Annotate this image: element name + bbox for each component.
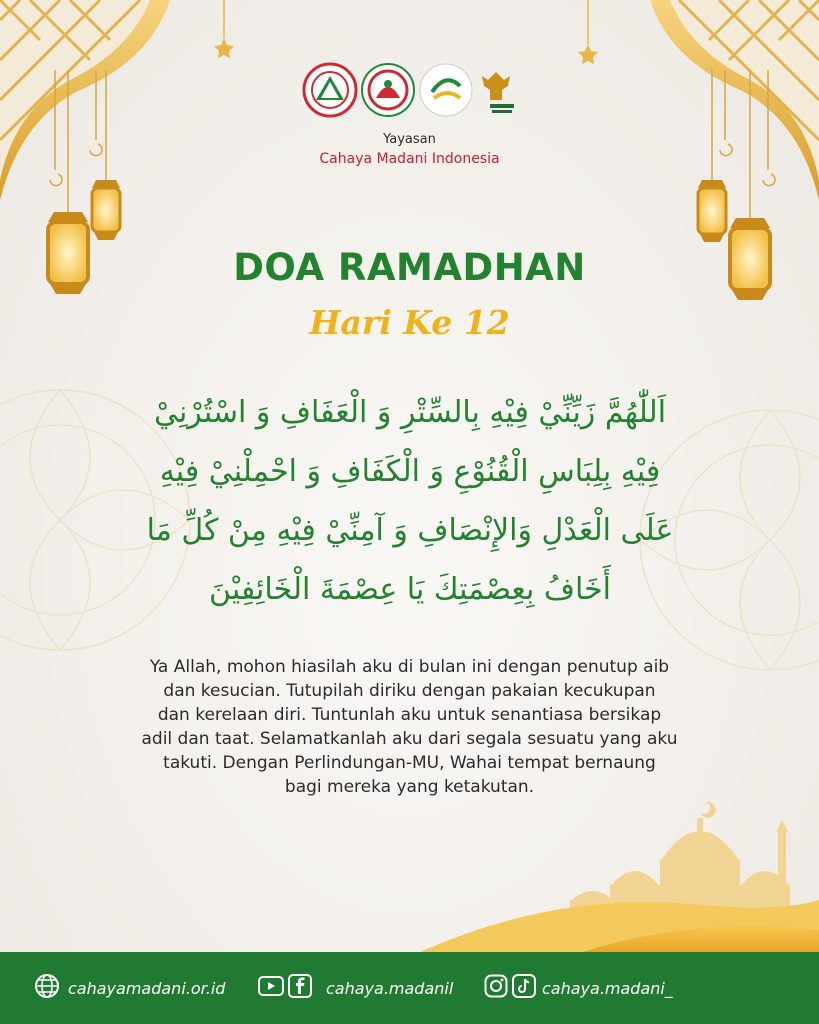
org-name: Cahaya Madani Indonesia	[319, 151, 500, 167]
tiktok-icon	[512, 974, 536, 1002]
star-right-icon	[578, 0, 598, 64]
lattice-arch-left-icon	[0, 0, 170, 200]
globe-icon	[34, 973, 60, 1003]
partner-logo-2-icon	[420, 64, 472, 116]
arabic-line: اَللّٰهُمَّ زَيِّنِّيْ فِيْهِ بِالسِّتْرِ وَ الْعَفَافِ وَ اسْتُرْنِيْ	[153, 395, 667, 430]
cahaya-madani-logo-icon	[304, 64, 356, 116]
instagram-icon	[484, 974, 508, 1002]
lattice-arch-right-icon	[650, 0, 819, 200]
footer-bar	[0, 952, 819, 1024]
arabic-line: فِيْهِ بِلِبَاسِ الْقُنُوْعِ وَ الْكَفَافِ وَ احْمِلْنِيْ فِيْهِ	[159, 454, 661, 489]
star-left-icon	[214, 0, 234, 58]
facebook-icon	[288, 974, 312, 1002]
garuda-baznas-logo-icon	[482, 72, 514, 113]
arabic-line: أَخَافُ بِعِصْمَتِكَ يَا عِصْمَةَ الْخَائِفِيْنَ	[208, 572, 611, 607]
footer-youtube-facebook[interactable]	[258, 952, 453, 1024]
youtube-icon	[258, 975, 284, 1001]
day-subtitle: Hari Ke 12	[309, 303, 510, 342]
youtube-facebook-label: cahaya.madanil	[326, 978, 454, 998]
translation-line: Ya Allah, mohon hiasilah aku di bulan ini dengan penutup aib	[149, 657, 670, 677]
arabic-prayer	[110, 383, 710, 619]
partner-logo-icon	[362, 64, 414, 116]
translation-line: takuti. Dengan Perlindungan-MU, Wahai tempat bernaung	[163, 753, 656, 773]
translation-line: dan kerelaan diri. Tuntunlah aku untuk senantiasa bersikap	[157, 705, 662, 725]
partner-logos	[300, 62, 520, 122]
instagram-tiktok-label: cahaya.madani_	[542, 978, 673, 998]
footer-instagram-tiktok[interactable]	[484, 952, 673, 1024]
prayer-translation	[70, 655, 749, 799]
website-label: cahayamadani.or.id	[68, 978, 226, 998]
translation-line: dan kesucian. Tutupilah diriku dengan pakaian kecukupan	[163, 681, 656, 701]
footer-website[interactable]	[34, 952, 225, 1024]
arabic-line: عَلَى الْعَدْلِ وَالإِنْصَافِ وَ آمِنِّيْ فِيْهِ مِنْ كُلِّ مَا	[146, 513, 674, 548]
translation-line: bagi mereka yang ketakutan.	[284, 777, 535, 797]
page-title: DOA RAMADHAN	[233, 246, 586, 289]
translation-line: adil dan taat. Selamatkanlah aku dari segala sesuatu yang aku	[141, 729, 678, 749]
org-label-small: Yayasan	[383, 132, 436, 147]
